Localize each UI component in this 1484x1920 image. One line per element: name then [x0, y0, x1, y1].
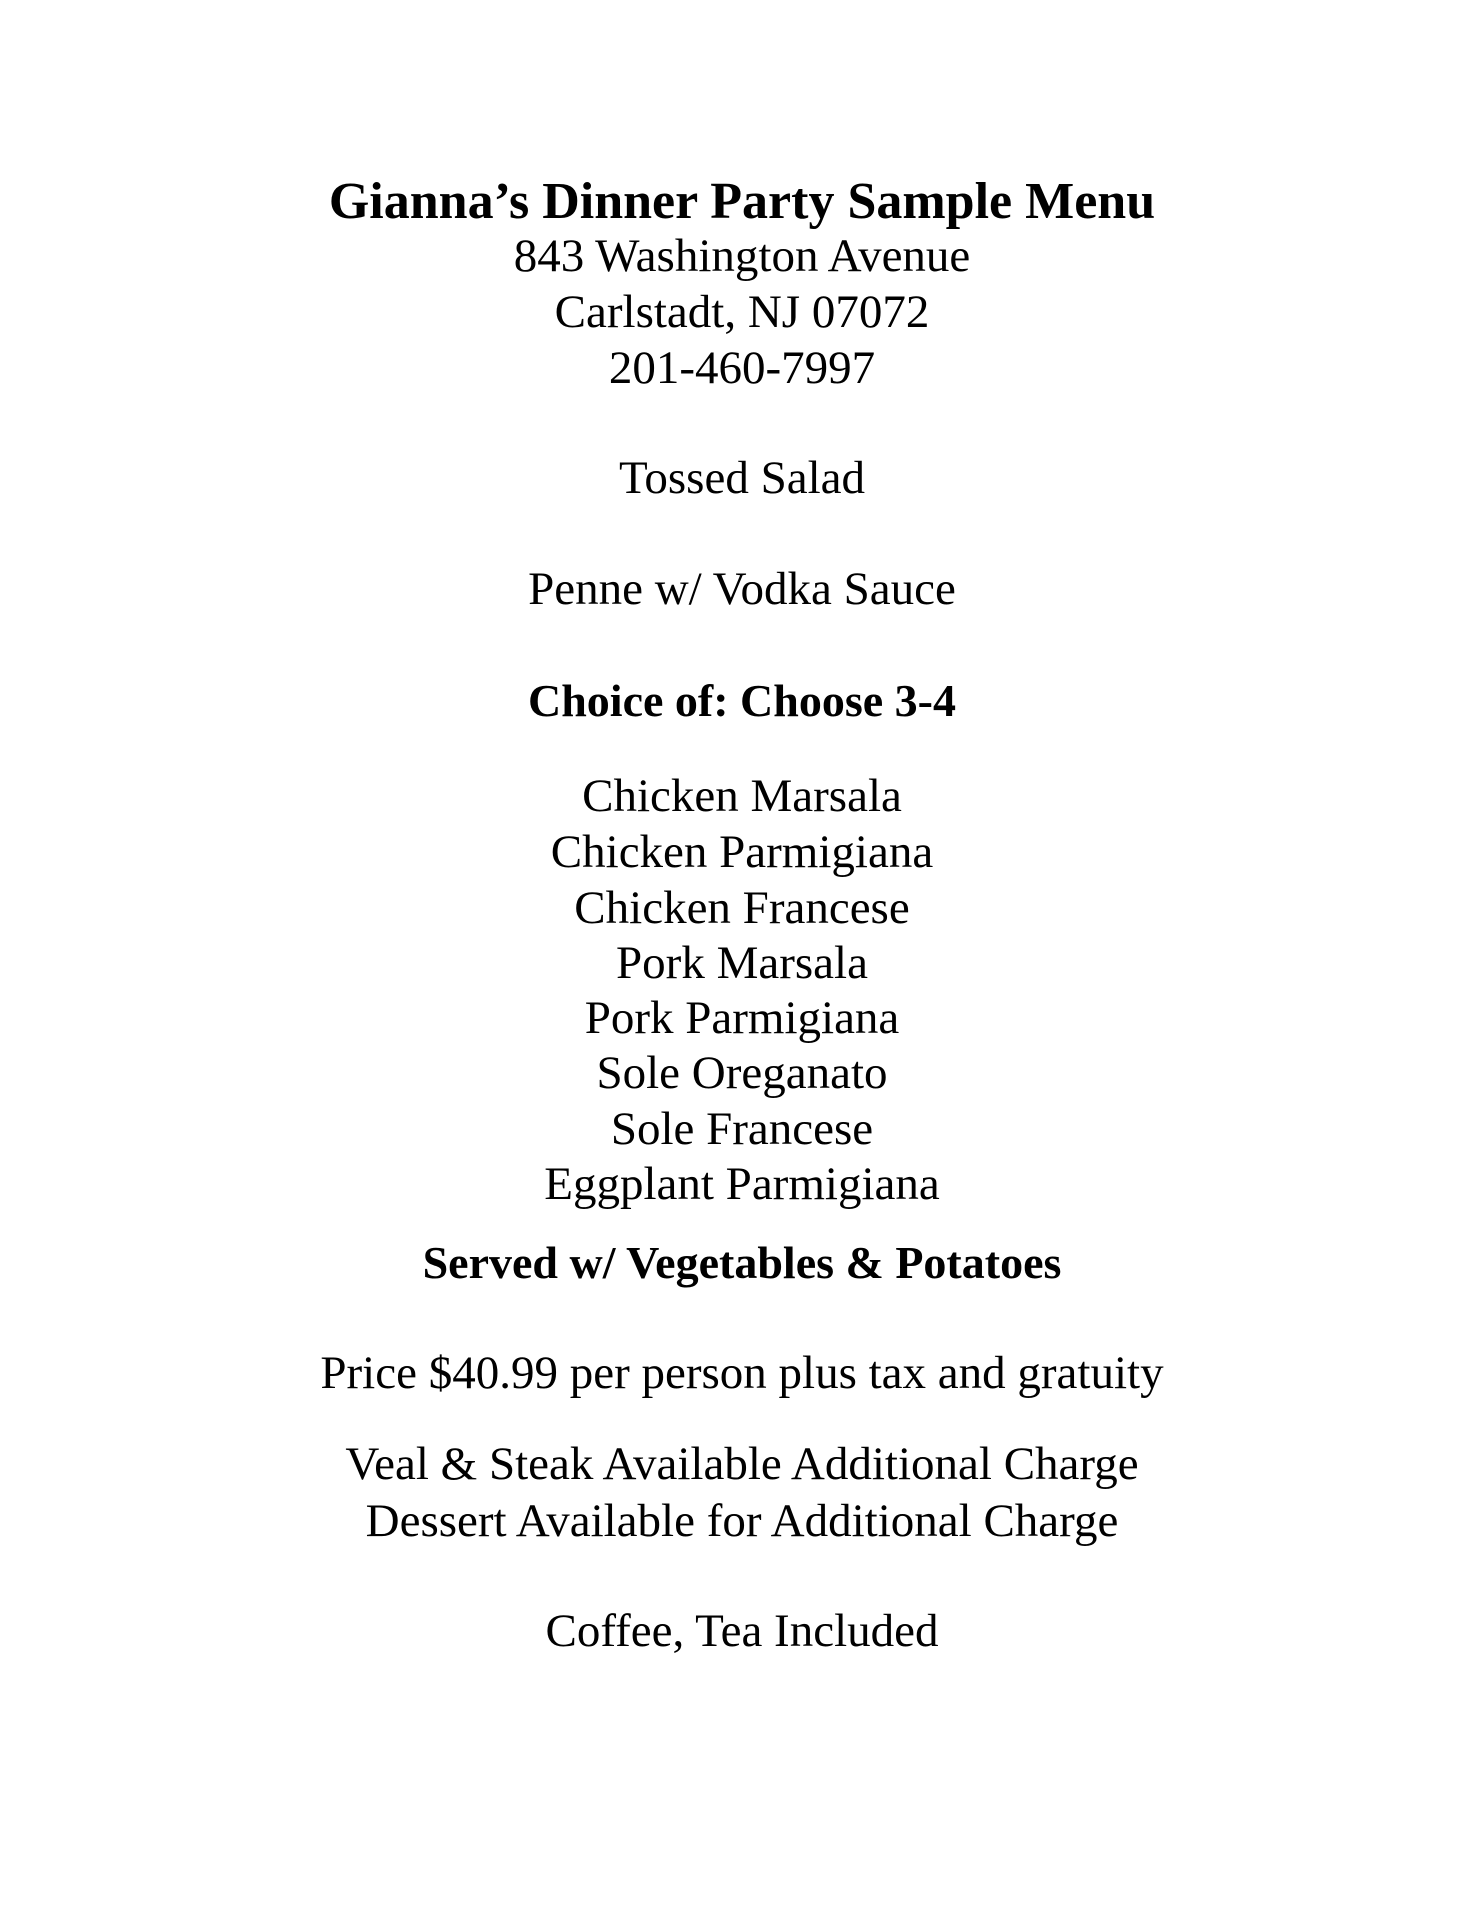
entree-item: Sole Francese: [610, 1103, 874, 1155]
price-line: Price $40.99 per person plus tax and gratuity: [320, 1347, 1164, 1399]
choice-heading: Choice of: Choose 3-4: [528, 675, 956, 726]
entree-item: Chicken Marsala: [582, 770, 902, 822]
beverages-note: Coffee, Tea Included: [545, 1605, 939, 1657]
entree-item: Pork Marsala: [616, 937, 868, 989]
entree-item: Pork Parmigiana: [584, 992, 900, 1044]
menu-title: Gianna’s Dinner Party Sample Menu: [328, 173, 1156, 230]
served-with-note: Served w/ Vegetables & Potatoes: [422, 1237, 1062, 1288]
dessert-note: Dessert Available for Additional Charge: [365, 1495, 1119, 1547]
pasta-course: Penne w/ Vodka Sauce: [528, 563, 956, 615]
entree-item: Eggplant Parmigiana: [544, 1158, 940, 1210]
address-street: 843 Washington Avenue: [513, 230, 971, 282]
salad-course: Tossed Salad: [618, 452, 866, 504]
address-city: Carlstadt, NJ 07072: [554, 286, 930, 338]
address-phone: 201-460-7997: [608, 342, 876, 394]
veal-steak-note: Veal & Steak Available Additional Charge: [345, 1438, 1139, 1490]
entree-item: Sole Oreganato: [596, 1047, 888, 1099]
entree-item: Chicken Francese: [574, 882, 910, 934]
entree-item: Chicken Parmigiana: [550, 826, 934, 878]
